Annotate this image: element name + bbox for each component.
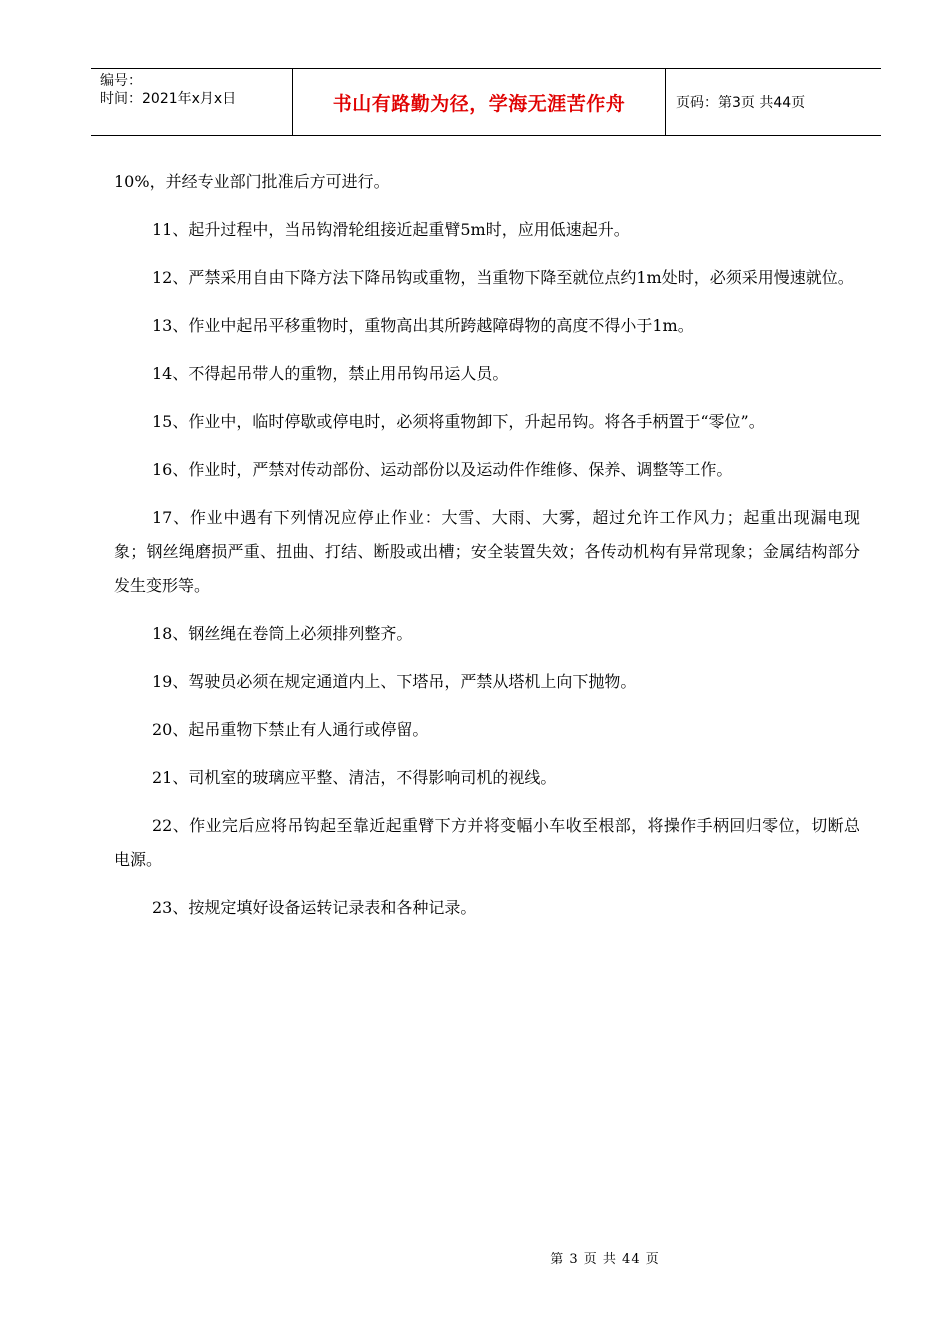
paragraph-item-15: 15、作业中，临时停歇或停电时，必须将重物卸下，升起吊钩。将各手柄置于“零位”。 [152,412,765,431]
paragraph-item-13: 13、作业中起吊平移重物时，重物高出其所跨越障碍物的高度不得小于1m。 [152,316,694,335]
page-header [91,68,881,136]
paragraph-item-23: 23、按规定填好设备运转记录表和各种记录。 [152,898,477,917]
paragraph-item-22: 22、作业完后应将吊钩起至靠近起重臂下方并将变幅小车收至根部，将操作手柄回归零位，切断总电源。 [114,816,860,869]
header-meta-cell [91,69,293,135]
paragraph-item-11: 11、起升过程中，当吊钩滑轮组接近起重臂5m时，应用低速起升。 [152,220,630,239]
header-page-number: 页码：第3页 共44页 [676,95,806,111]
paragraph-item-18: 18、钢丝绳在卷筒上必须排列整齐。 [152,624,413,643]
paragraph-continuation: 10%，并经专业部门批准后方可进行。 [114,172,390,191]
paragraph-item-19: 19、驾驶员必须在规定通道内上、下塔吊，严禁从塔机上向下抛物。 [152,672,637,691]
paragraph-item-14: 14、不得起吊带人的重物，禁止用吊钩吊运人员。 [152,364,509,383]
document-body [114,165,860,939]
paragraph-item-16: 16、作业时，严禁对传动部份、运动部份以及运动件作维修、保养、调整等工作。 [152,460,733,479]
paragraph-item-21: 21、司机室的玻璃应平整、清洁，不得影响司机的视线。 [152,768,557,787]
page-footer [0,1248,950,1267]
footer-page-number: 第 3 页 共 44 页 [550,1252,660,1267]
date-label: 时间：2021年x月x日 [100,91,237,107]
paragraph-item-12: 12、严禁采用自由下降方法下降吊钩或重物，当重物下降至就位点约1m处时，必须采用慢速就位。 [152,268,854,287]
paragraph-item-20: 20、起吊重物下禁止有人通行或停留。 [152,720,429,739]
serial-number-label: 编号： [100,73,142,89]
header-motto: 书山有路勤为径，学海无涯苦作舟 [293,69,666,135]
paragraph-item-17: 17、作业中遇有下列情况应停止作业：大雪、大雨、大雾，超过允许工作风力；起重出现漏电现象；钢丝绳磨损严重、扭曲、打结、断股或出槽；安全装置失效；各传动机构有异常现象；金属结构部分发生变形等。 [114,508,860,595]
